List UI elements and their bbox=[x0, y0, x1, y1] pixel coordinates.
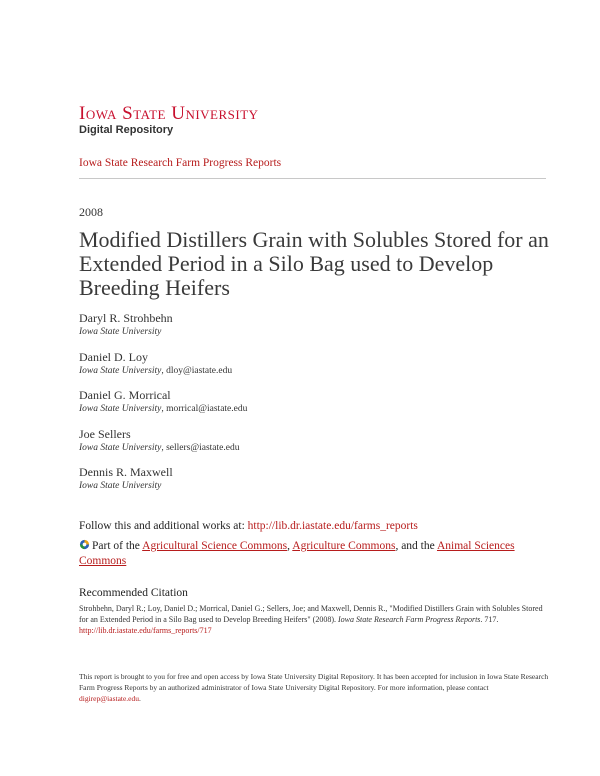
author-email[interactable]: sellers@iastate.edu bbox=[166, 442, 240, 453]
author-affiliation: Iowa State University, morrical@iastate.edu bbox=[79, 404, 248, 414]
author-name: Daniel D. Loy bbox=[79, 349, 148, 364]
author-name: Dennis R. Maxwell bbox=[79, 465, 173, 479]
author-entry bbox=[79, 465, 549, 504]
author-entry bbox=[79, 427, 549, 466]
citation-issue: . 717. bbox=[480, 615, 499, 624]
follow-text: Follow this and additional works at: bbox=[79, 520, 248, 532]
separator: , bbox=[287, 540, 293, 552]
author-affiliation: Iowa State University bbox=[79, 481, 162, 491]
commons-link-animal-sciences[interactable]: Animal Sciences Commons bbox=[79, 540, 515, 567]
recommended-citation-heading: Recommended Citation bbox=[79, 587, 188, 599]
university-logo[interactable]: Iowa State University bbox=[79, 103, 259, 124]
notice-end: . bbox=[139, 694, 141, 703]
author-affiliation: Iowa State University bbox=[79, 327, 162, 337]
author-entry bbox=[79, 388, 549, 427]
publication-year: 2008 bbox=[79, 205, 103, 219]
citation-url[interactable]: http://lib.dr.iastate.edu/farms_reports/717 bbox=[79, 626, 212, 635]
author-list bbox=[79, 311, 549, 504]
notice-text: This report is brought to you for free and open access by Iowa State University Digital Repository. It has been accepted for inclusion in Iowa State Research Farm Progress Reports by an authorized administrator of Iowa State University Digital Repository. For more information, please contact bbox=[79, 672, 549, 692]
header-divider bbox=[79, 178, 546, 179]
author-affiliation: Iowa State University, sellers@iastate.edu bbox=[79, 442, 240, 453]
part-of-text: Part of the bbox=[92, 540, 143, 552]
follow-line bbox=[79, 520, 418, 532]
author-email[interactable]: morrical@iastate.edu bbox=[166, 404, 248, 414]
author-affiliation: Iowa State University, dloy@iastate.edu bbox=[79, 365, 233, 376]
repository-name: Digital Repository bbox=[79, 124, 174, 136]
author-entry bbox=[79, 350, 549, 389]
bepress-icon bbox=[79, 539, 90, 550]
contact-email-link[interactable]: digirep@iastate.edu bbox=[79, 694, 140, 703]
citation-journal: Iowa State Research Farm Progress Reports bbox=[337, 615, 481, 624]
author-entry bbox=[79, 311, 549, 350]
author-email[interactable]: dloy@iastate.edu bbox=[166, 365, 233, 376]
author-name: Daniel G. Morrical bbox=[79, 388, 171, 402]
commons-link-agricultural-science[interactable]: Agricultural Science Commons bbox=[142, 540, 288, 552]
collection-link[interactable]: http://lib.dr.iastate.edu/farms_reports bbox=[247, 520, 418, 532]
access-notice bbox=[79, 671, 549, 704]
commons-link-agriculture[interactable]: Agriculture Commons bbox=[292, 540, 396, 552]
paper-title: Modified Distillers Grain with Solubles Stored for an Extended Period in a Silo Bag used to Develop Breeding Heifers bbox=[79, 227, 549, 300]
citation-text bbox=[79, 603, 549, 636]
author-name: Daryl R. Strohbehn bbox=[79, 311, 173, 325]
citation-body: Strohbehn, Daryl R.; Loy, Daniel D.; Morrical, Daniel G.; Sellers, Joe; and Maxwell, Dennis R., "Modified Distillers Grain with Solubles Stored for an Extended Period in a Silo Bag used to Develop Breeding Heifers" (2008). bbox=[79, 604, 543, 624]
series-link[interactable]: Iowa State Research Farm Progress Reports bbox=[79, 157, 282, 169]
part-of-line bbox=[79, 539, 549, 569]
author-name: Joe Sellers bbox=[79, 426, 131, 441]
separator: , and the bbox=[395, 540, 437, 552]
